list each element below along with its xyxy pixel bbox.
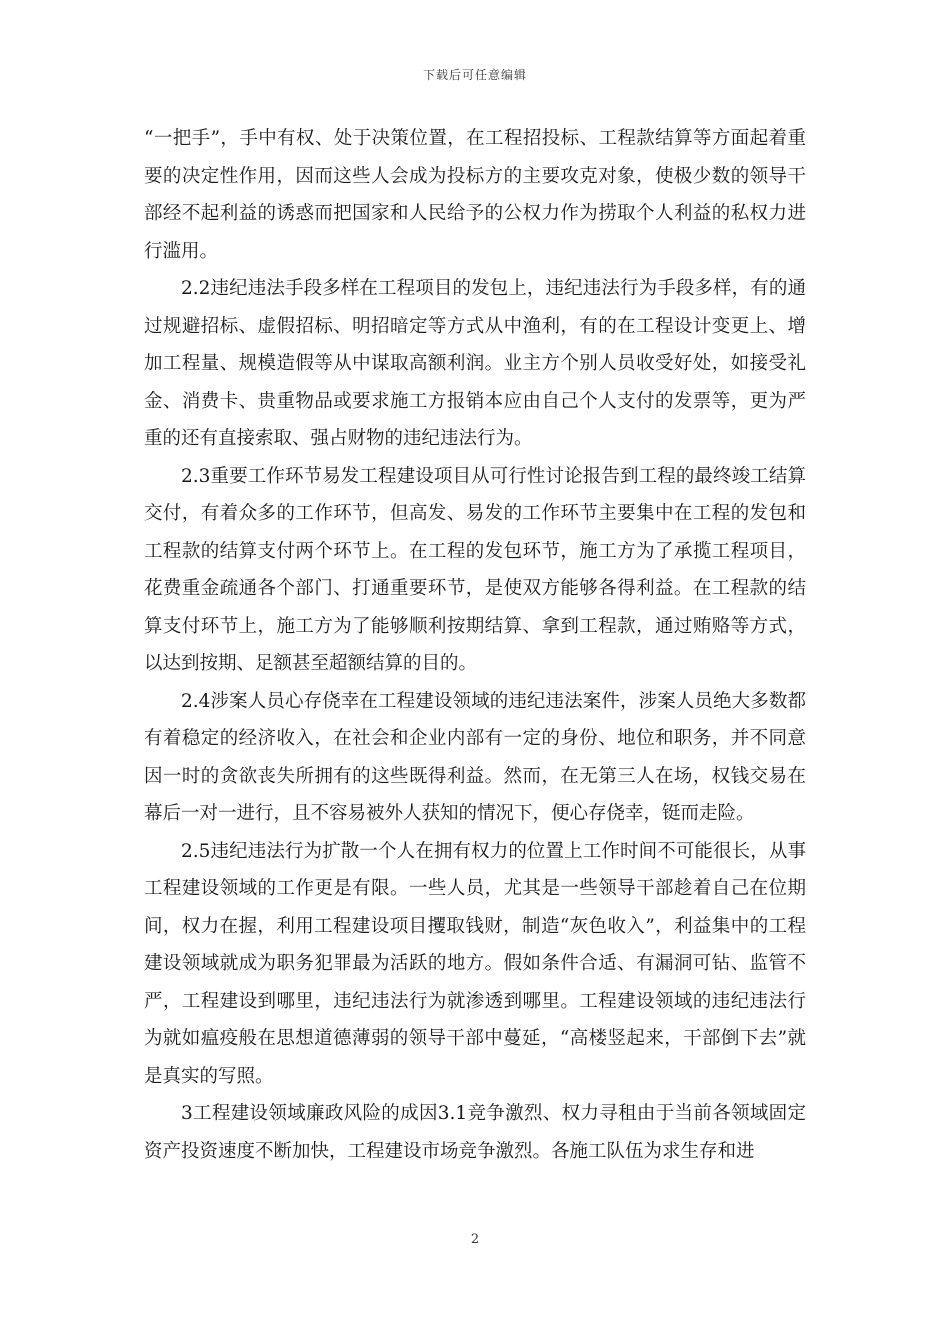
paragraph-section-2-3: 2.3重要工作环节易发工程建设项目从可行性讨论报告到工程的最终竣工结算交付，有着众多的工作环节，但高发、易发的工作环节主要集中在工程的发包和工程款的结算支付两个环节上。在工程的发包环节，施工方为了承揽工程项目，花费重金疏通各个部门、打通重要环节，是使双方能够各得利益。在工程款的结算支付环节上，施工方为了能够顺利按期结算、拿到工程款，通过贿赂等方式，以达到按期、足额甚至超额结算的目的。 [144,465,806,674]
document-body [144,120,806,1170]
paragraph-section-2-4: 2.4涉案人员心存侥幸在工程建设领域的违纪违法案件，涉案人员绝大多数都有着稳定的经济收入，在社会和企业内部有一定的身份、地位和职务，并不同意因一时的贪欲丧失所拥有的这些既得利益。然而，在无第三人在场，权钱交易在幕后一对一进行，且不容易被外人获知的情况下，便心存侥幸，铤而走险。 [144,690,806,824]
paragraph-section-2-2: 2.2违纪违法手段多样在工程项目的发包上，违纪违法行为手段多样，有的通过规避招标、虚假招标、明招暗定等方式从中渔利，有的在工程设计变更上、增加工程量、规模造假等从中谋取高额利润。业主方个别人员收受好处，如接受礼金、消费卡、贵重物品或要求施工方报销本应由自己个人支付的发票等，更为严重的还有直接索取、强占财物的违纪违法行为。 [144,278,806,449]
page-header: 下载后可任意编辑 [422,68,527,82]
paragraph-section-2-5: 2.5违纪违法行为扩散一个人在拥有权力的位置上工作时间不可能很长，从事工程建设领域的工作更是有限。一些人员，尤其是一些领导干部趁着自己在位期间，权力在握，利用工程建设项目攫取钱财，制造“灰色收入”，利益集中的工程建设领域就成为职务犯罪最为活跃的地方。假如条件合适、有漏洞可钻、监管不严，工程建设到哪里，违纪违法行为就渗透到哪里。工程建设领域的违纪违法行为就如瘟疫般在思想道德薄弱的领导干部中蔓延，“高楼竖起来，干部倒下去”就是真实的写照。 [144,840,806,1087]
page-number: 2 [470,1232,480,1247]
paragraph-section-3: 3工程建设领域廉政风险的成因3.1竞争激烈、权力寻租由于当前各领域固定资产投资速度不断加快，工程建设市场竞争激烈。各施工队伍为求生存和进 [144,1103,806,1162]
paragraph-continued: “一把手”，手中有权、处于决策位置，在工程招投标、工程款结算等方面起着重要的决定性作用，因而这些人会成为投标方的主要攻克对象，使极少数的领导干部经不起利益的诱惑而把国家和人民给予的公权力作为捞取个人利益的私权力进行滥用。 [144,128,806,262]
